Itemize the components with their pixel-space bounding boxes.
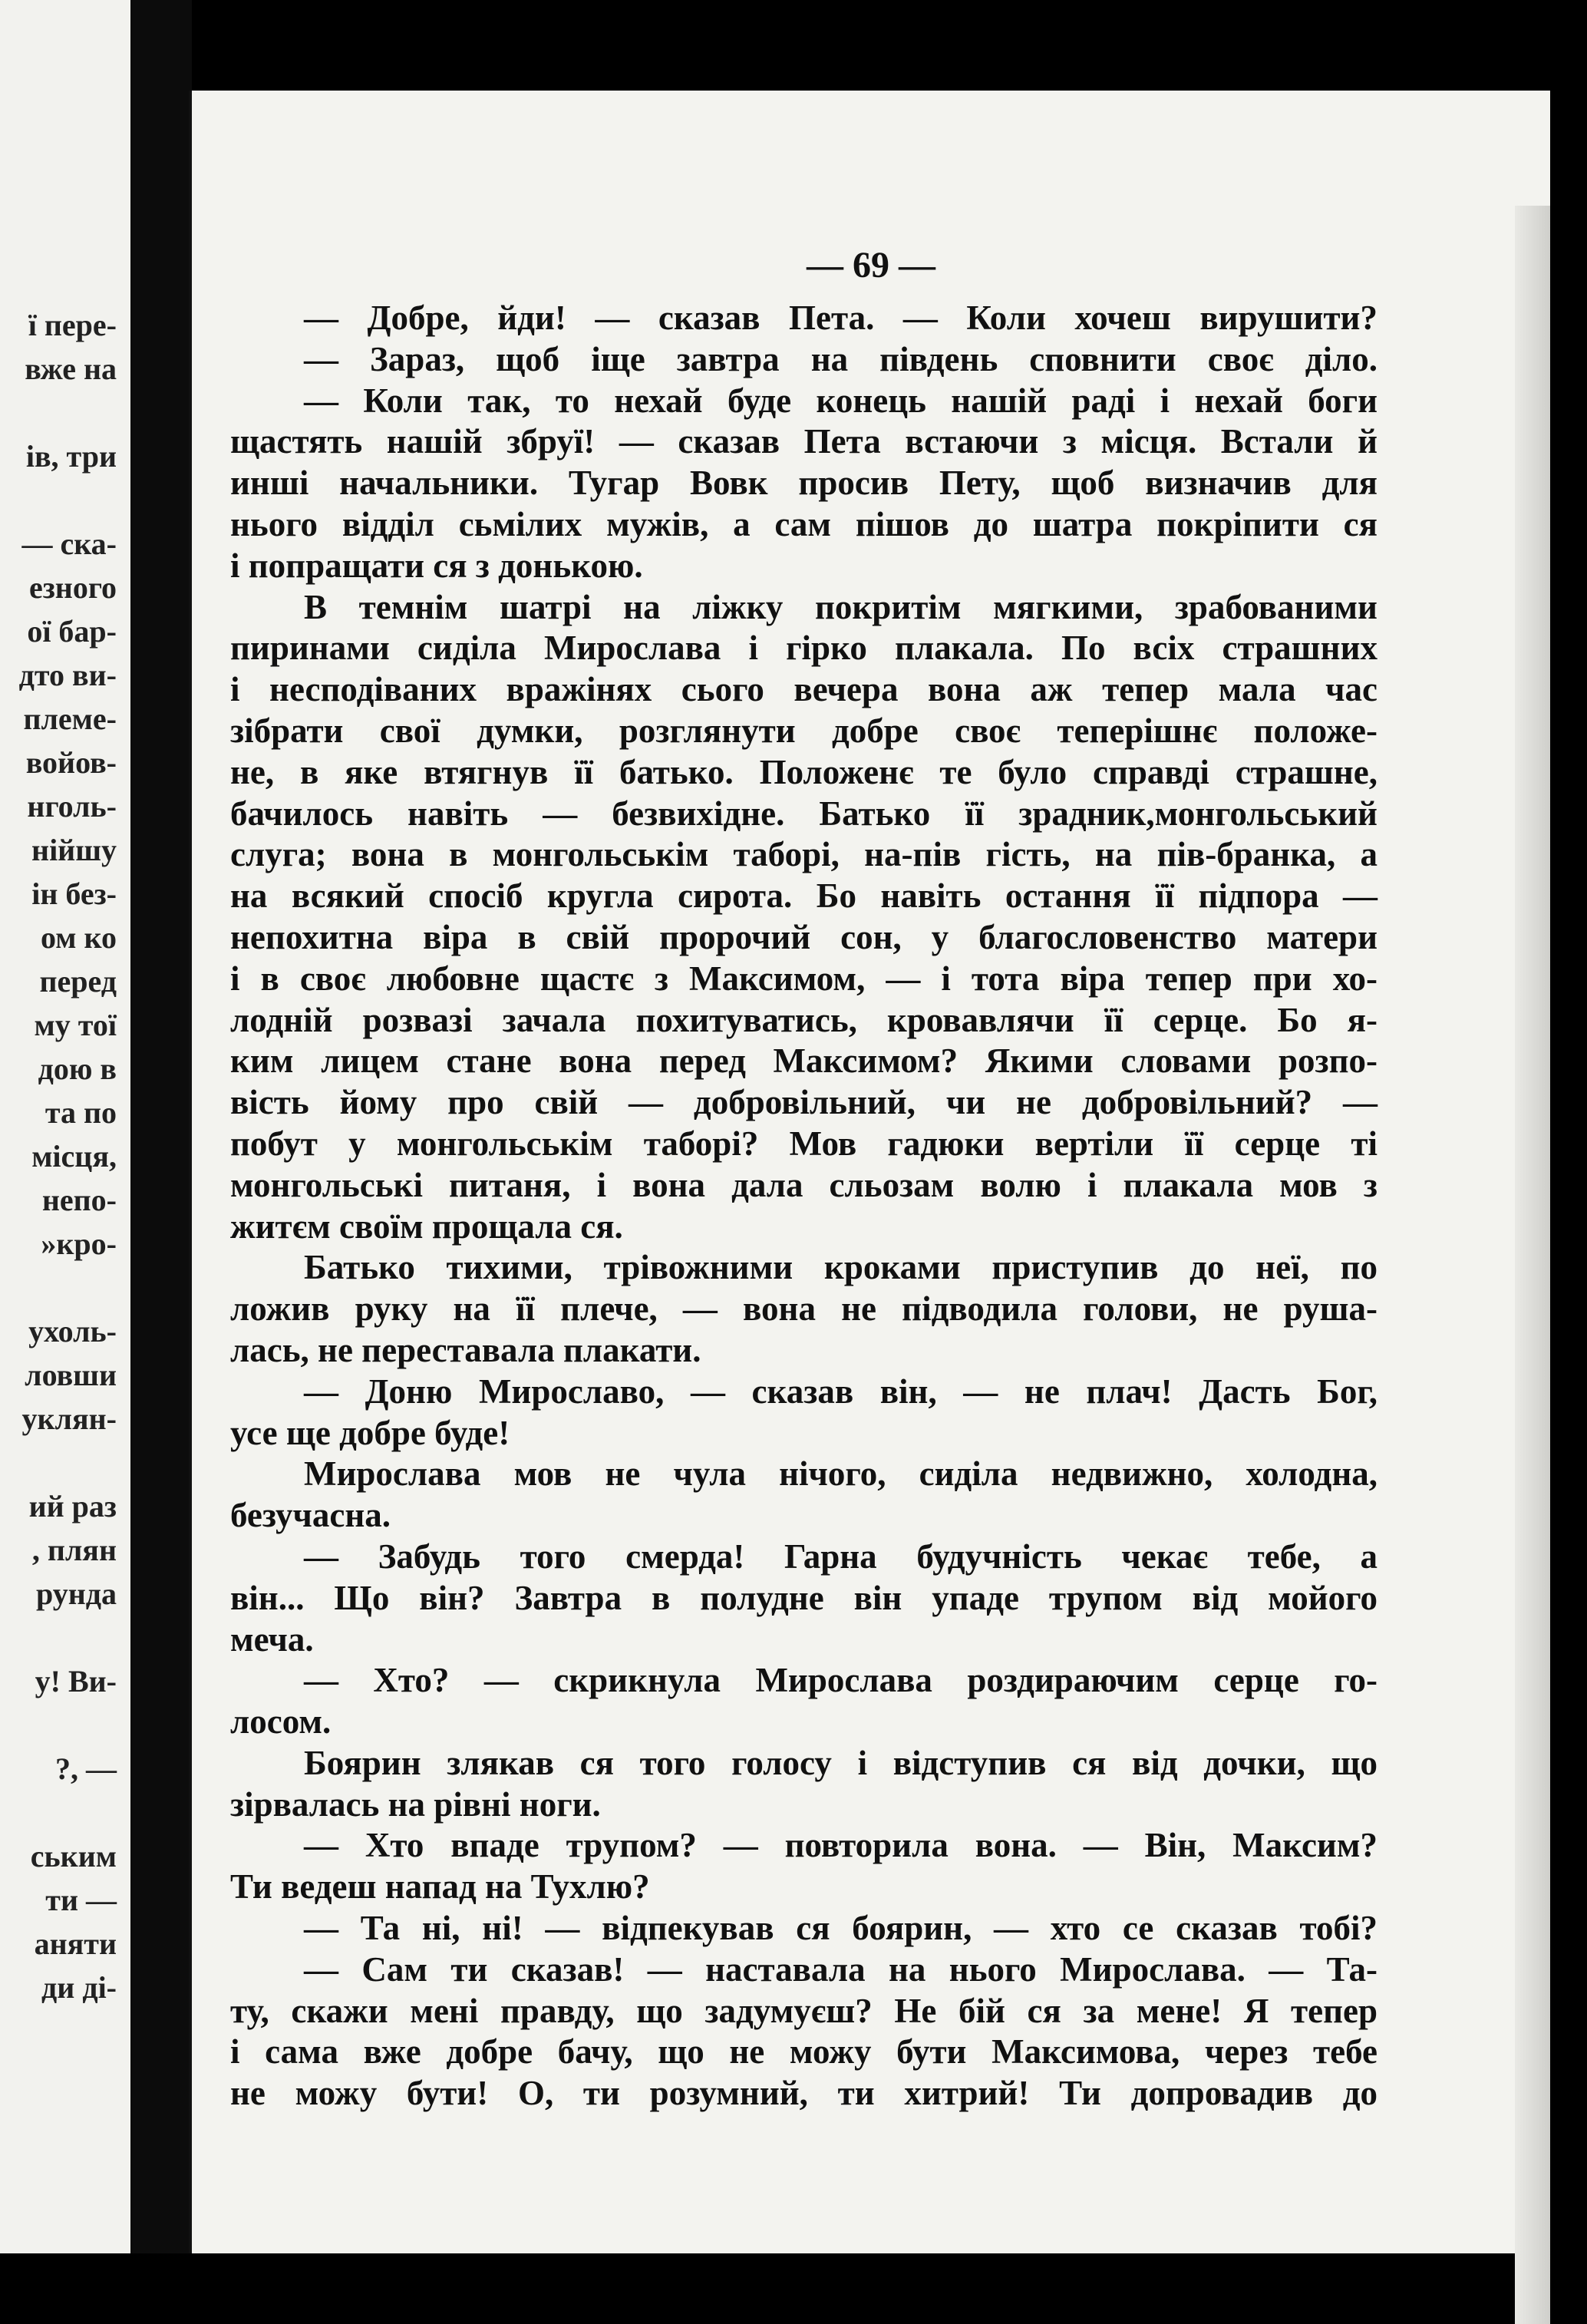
text-line: бачилось навіть — безвихідне. Батько її зрадник,монгольський <box>230 794 1377 833</box>
adjacent-page-fragment: му тої <box>34 1008 117 1042</box>
text-line: Батько тихими, трівожними кроками приступив до неї, по <box>304 1248 1377 1287</box>
adjacent-page-fragment: уклян- <box>21 1401 117 1436</box>
adjacent-page-fragment: у! Ви- <box>35 1664 117 1698</box>
adjacent-page-fragment: ловши <box>25 1358 117 1392</box>
text-line: лась, не переставала плакати. <box>230 1330 701 1369</box>
adjacent-page-fragment: ої бар- <box>27 614 117 649</box>
text-line: ким лицем стане вона перед Максимом? Якими словами розпо- <box>230 1042 1377 1081</box>
adjacent-page-fragment: дою в <box>38 1051 117 1086</box>
adjacent-page-fragment: ди ді- <box>41 1970 117 2005</box>
text-line: на всякий спосіб кругла сирота. Бо навіть остання її підпора — <box>230 876 1377 916</box>
text-line: пиринами сиділа Мирослава і гірко плакала. По всіх страшних <box>230 629 1377 668</box>
text-line: Ти ведеш напад на Тухлю? <box>230 1867 650 1906</box>
text-line: В темнім шатрі на ліжку покритім мягкими, зрабованими <box>304 587 1377 626</box>
text-line: — Доню Мирославо, — сказав він, — не плач! Дасть Бог, <box>304 1372 1377 1411</box>
text-line: — Зараз, щоб іще завтра на південь сповнити своє діло. <box>304 339 1377 378</box>
text-line: і попращати ся з донькою. <box>230 546 643 585</box>
book-gutter <box>130 0 192 2253</box>
text-line: — Коли так, то нехай буде конець нашій раді і нехай боги <box>304 381 1377 420</box>
text-line: не можу бути! О, ти розумний, ти хитрий! Ти допровадив до <box>230 2074 1377 2113</box>
text-line: і сама вже добре бачу, що не можу бути Максимова, через тебе <box>230 2032 1377 2071</box>
text-line: слуга; вона в монгольськім таборі, на-пів гість, на пів-бранка, а <box>230 835 1377 874</box>
text-line: монгольські питаня, і вона дала сльозам волю і плакала мов з <box>230 1165 1377 1204</box>
text-line: побут у монгольськім таборі? Мов гадюки вертіли її серце ті <box>230 1124 1377 1163</box>
text-line: і в своє любовне щастє з Максимом, — і тота віра тепер при хо- <box>230 959 1377 998</box>
adjacent-page-fragment: , плян <box>31 1533 117 1567</box>
adjacent-page-fragment: непо- <box>41 1183 117 1217</box>
adjacent-page-fragment: ти — <box>45 1883 117 1917</box>
adjacent-page-fragment: ї пере- <box>28 308 117 342</box>
text-line: вість йому про свій — добровільний, чи не добровільний? — <box>230 1083 1377 1122</box>
book-page <box>189 91 1550 2253</box>
adjacent-page-fragment: дто ви- <box>18 658 117 692</box>
adjacent-page-fragment: войов- <box>25 745 117 780</box>
adjacent-page-fragment: племе- <box>23 701 117 736</box>
adjacent-page-fragment: ?, — <box>55 1751 117 1786</box>
adjacent-page-fragment: ів, три <box>25 439 117 474</box>
text-line: непохитна віра в свій пророчий сон, у благословенство матери <box>230 917 1377 956</box>
adjacent-page-fragment: вже на <box>25 352 117 386</box>
adjacent-page-edge <box>0 0 130 2253</box>
text-line: щастять нашій збруї! — сказав Пета встаючи з місця. Встали й <box>230 422 1377 461</box>
text-line: ту, скажи мені правду, що задумуєш? Не бій ся за мене! Я тепер <box>230 1991 1377 2030</box>
text-line: і несподіваних вражінях сього вечера вона аж тепер мала час <box>230 670 1377 709</box>
text-line: — Хто впаде трупом? — повторила вона. — Він, Максим? <box>304 1826 1377 1865</box>
adjacent-page-fragment: рунда <box>36 1576 117 1611</box>
text-line: Боярин злякав ся того голосу і відступив ся від дочки, що <box>304 1743 1377 1782</box>
text-line: — Хто? — скрикнула Мирослава роздираючим серце го- <box>304 1661 1377 1700</box>
page-number: — 69 — <box>807 245 935 286</box>
text-line: меча. <box>230 1619 314 1659</box>
text-line: Мирослава мов не чула нічого, сиділа недвижно, холодна, <box>304 1454 1377 1494</box>
adjacent-page-fragment: езного <box>28 570 117 605</box>
adjacent-page-fragment: нголь- <box>27 789 117 824</box>
adjacent-page-fragment: ським <box>30 1839 117 1873</box>
text-line: — Забудь того смерда! Гарна будучність чекає тебе, а <box>304 1537 1377 1576</box>
adjacent-page-fragment: ий раз <box>28 1489 117 1523</box>
adjacent-page-fragment: ін без- <box>31 876 117 911</box>
text-line: — Та ні, ні! — відпекував ся боярин, — хто се сказав тобі? <box>304 1909 1377 1948</box>
text-line: зірвалась на рівні ноги. <box>230 1784 601 1824</box>
text-line: він... Що він? Завтра в полудне він упаде трупом від мойого <box>230 1578 1377 1617</box>
text-line: не, в яке втягнув її батько. Положенє те було справді страшне, <box>230 752 1377 791</box>
adjacent-page-fragment: місця, <box>31 1139 117 1174</box>
text-line: безучасна. <box>230 1496 391 1535</box>
adjacent-page-fragment: »кро- <box>41 1226 117 1261</box>
text-line: житєм своїм прощала ся. <box>230 1207 623 1246</box>
text-line: лодній розвазі зачала похитуватись, кровавлячи її серце. Бо я- <box>230 1000 1377 1039</box>
adjacent-page-fragment: перед <box>39 964 117 999</box>
page-edge-shadow <box>1515 206 1550 2324</box>
adjacent-page-fragment: аняти <box>34 1926 117 1961</box>
adjacent-page-fragment: ом ко <box>40 920 117 955</box>
adjacent-page-fragment: та по <box>45 1095 117 1130</box>
adjacent-page-fragment: — ска- <box>21 527 117 561</box>
text-line: зібрати свої думки, розглянути добре своє теперішнє положе- <box>230 711 1377 750</box>
text-line: инші начальники. Тугар Вовк просив Пету, щоб визначив для <box>230 464 1377 503</box>
text-line: усе ще добре буде! <box>230 1413 510 1452</box>
page-body-text <box>230 298 1377 2114</box>
text-line: лосом. <box>230 1702 332 1741</box>
adjacent-page-fragment: ухоль- <box>28 1314 117 1349</box>
text-line: — Сам ти сказав! — наставала на нього Мирослава. — Та- <box>304 1949 1377 1989</box>
text-line: ложив руку на її плече, — вона не підводила голови, не руша- <box>230 1289 1377 1329</box>
text-line: нього відділ сьмілих мужів, а сам пішов до шатра покріпити ся <box>230 504 1377 543</box>
text-line: — Добре, йди! — сказав Пета. — Коли хочеш вирушити? <box>304 299 1377 337</box>
adjacent-page-fragment: нійшу <box>31 833 117 867</box>
